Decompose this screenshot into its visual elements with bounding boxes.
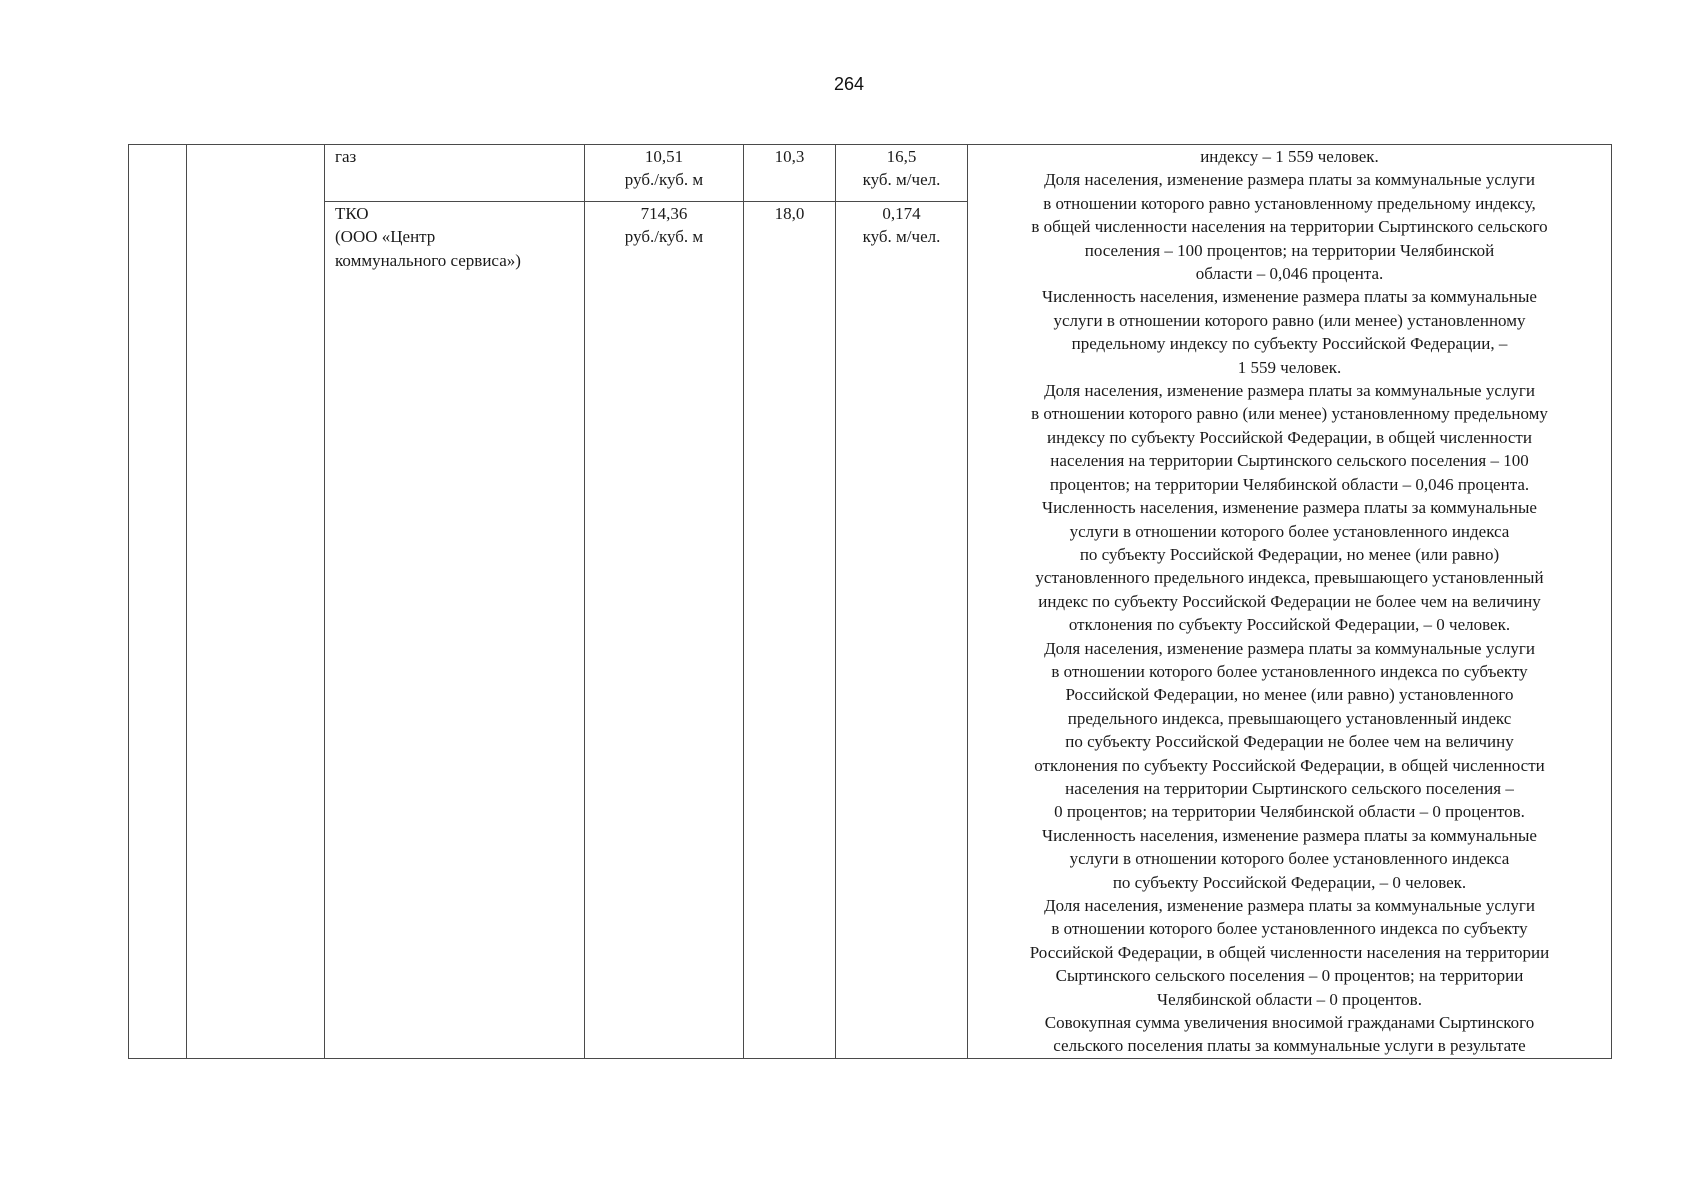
description-line: сельского поселения платы за коммунальные услуги в результате	[1053, 1036, 1526, 1056]
description-line: в отношении которого равно (или менее) установленному предельному	[1031, 404, 1548, 424]
cell-increase	[744, 145, 836, 202]
cell-volume	[836, 201, 968, 1058]
description-line: предельному индексу по субъекту Российской Федерации, –	[1071, 334, 1508, 354]
increase-value: 18,0	[774, 203, 805, 223]
description-line: в отношении которого более установленного индекса по субъекту	[1051, 919, 1528, 939]
description-line: Численность населения, изменение размера платы за коммунальные	[1042, 825, 1537, 845]
description-line: Доля населения, изменение размера платы за коммунальные услуги	[1044, 170, 1535, 190]
description-line: индекс по субъекту Российской Федерации не более чем на величину	[1038, 591, 1541, 611]
tariff-unit: руб./куб. м	[624, 170, 704, 190]
description-line: процентов; на территории Челябинской области – 0,046 процента.	[1049, 474, 1530, 494]
cell-municipality	[187, 145, 325, 1059]
tariff-value: 714,36	[640, 203, 688, 223]
description-line: индексу – 1 559 человек.	[1200, 147, 1379, 166]
cell-service	[325, 201, 585, 1058]
service-operator: (ООО «Центр	[335, 227, 436, 247]
description-line: Сыртинского сельского поселения – 0 процентов; на территории	[1055, 966, 1524, 986]
description-line: отклонения по субъекту Российской Федерации, в общей численности	[1034, 755, 1545, 775]
page-number: 264	[833, 74, 865, 94]
description-line: по субъекту Российской Федерации, но менее (или равно)	[1079, 544, 1500, 564]
service-name: ТКО	[335, 203, 369, 223]
description-line: Российской Федерации, но менее (или равно) установленного	[1065, 685, 1514, 705]
description-line: Челябинской области – 0 процентов.	[1157, 989, 1422, 1009]
description-line: Совокупная сумма увеличения вносимой гражданами Сыртинского	[1044, 1013, 1535, 1033]
tariff-unit: руб./куб. м	[624, 227, 704, 247]
description-line: услуги в отношении которого равно (или менее) установленному	[1053, 310, 1526, 330]
tariff-value: 10,51	[644, 147, 684, 166]
description-line: населения на территории Сыртинского сельского поселения – 100	[1050, 451, 1529, 471]
cell-volume	[836, 145, 968, 202]
description-text	[976, 145, 1603, 1058]
description-line: предельного индекса, превышающего установленный индекс	[1067, 708, 1512, 728]
volume-unit: куб. м/чел.	[862, 227, 941, 247]
description-line: в отношении которого более установленного индекса по субъекту	[1051, 661, 1528, 681]
description-line: в общей численности населения на территории Сыртинского сельского	[1031, 217, 1548, 237]
description-line: 1 559 человек.	[1237, 357, 1342, 377]
volume-unit: куб. м/чел.	[862, 170, 941, 190]
service-name: газ	[335, 147, 357, 166]
description-line: по субъекту Российской Федерации не более чем на величину	[1065, 732, 1514, 752]
cell-description	[968, 145, 1612, 1059]
service-operator: коммунального сервиса»)	[335, 250, 521, 270]
increase-value: 10,3	[774, 147, 805, 166]
description-line: Численность населения, изменение размера платы за коммунальные	[1042, 498, 1537, 518]
description-line: населения на территории Сыртинского сельского поселения –	[1065, 778, 1514, 798]
description-line: в отношении которого равно установленному предельному индексу,	[1043, 193, 1536, 213]
volume-value: 16,5	[886, 147, 917, 166]
cell-tariff	[585, 201, 744, 1058]
description-line: 0 процентов; на территории Челябинской области – 0 процентов.	[1054, 802, 1525, 822]
description-line: по субъекту Российской Федерации, – 0 человек.	[1112, 872, 1467, 892]
description-line: Российской Федерации, в общей численности населения на территории	[1029, 942, 1550, 962]
description-line: услуги в отношении которого более установленного индекса	[1069, 521, 1510, 541]
description-line: области – 0,046 процента.	[1195, 264, 1384, 284]
cell-service	[325, 145, 585, 202]
description-line: Доля населения, изменение размера платы за коммунальные услуги	[1044, 638, 1535, 658]
cell-tariff	[585, 145, 744, 202]
description-line: Численность населения, изменение размера платы за коммунальные	[1042, 287, 1537, 307]
description-line: услуги в отношении которого более установленного индекса	[1069, 849, 1510, 869]
tariff-table	[128, 144, 1612, 1059]
description-line: индексу по субъекту Российской Федерации, в общей численности	[1047, 427, 1532, 447]
description-line: поселения – 100 процентов; на территории Челябинской	[1084, 240, 1495, 260]
table-row-gas	[129, 145, 1612, 202]
description-line: Доля населения, изменение размера платы за коммунальные услуги	[1044, 896, 1535, 915]
description-line: Доля населения, изменение размера платы за коммунальные услуги	[1044, 381, 1535, 401]
cell-number	[129, 145, 187, 1059]
volume-value: 0,174	[882, 203, 921, 223]
description-line: отклонения по субъекту Российской Федерации, – 0 человек.	[1068, 615, 1511, 635]
description-line: установленного предельного индекса, превышающего установленный	[1035, 568, 1544, 588]
cell-increase	[744, 201, 836, 1058]
